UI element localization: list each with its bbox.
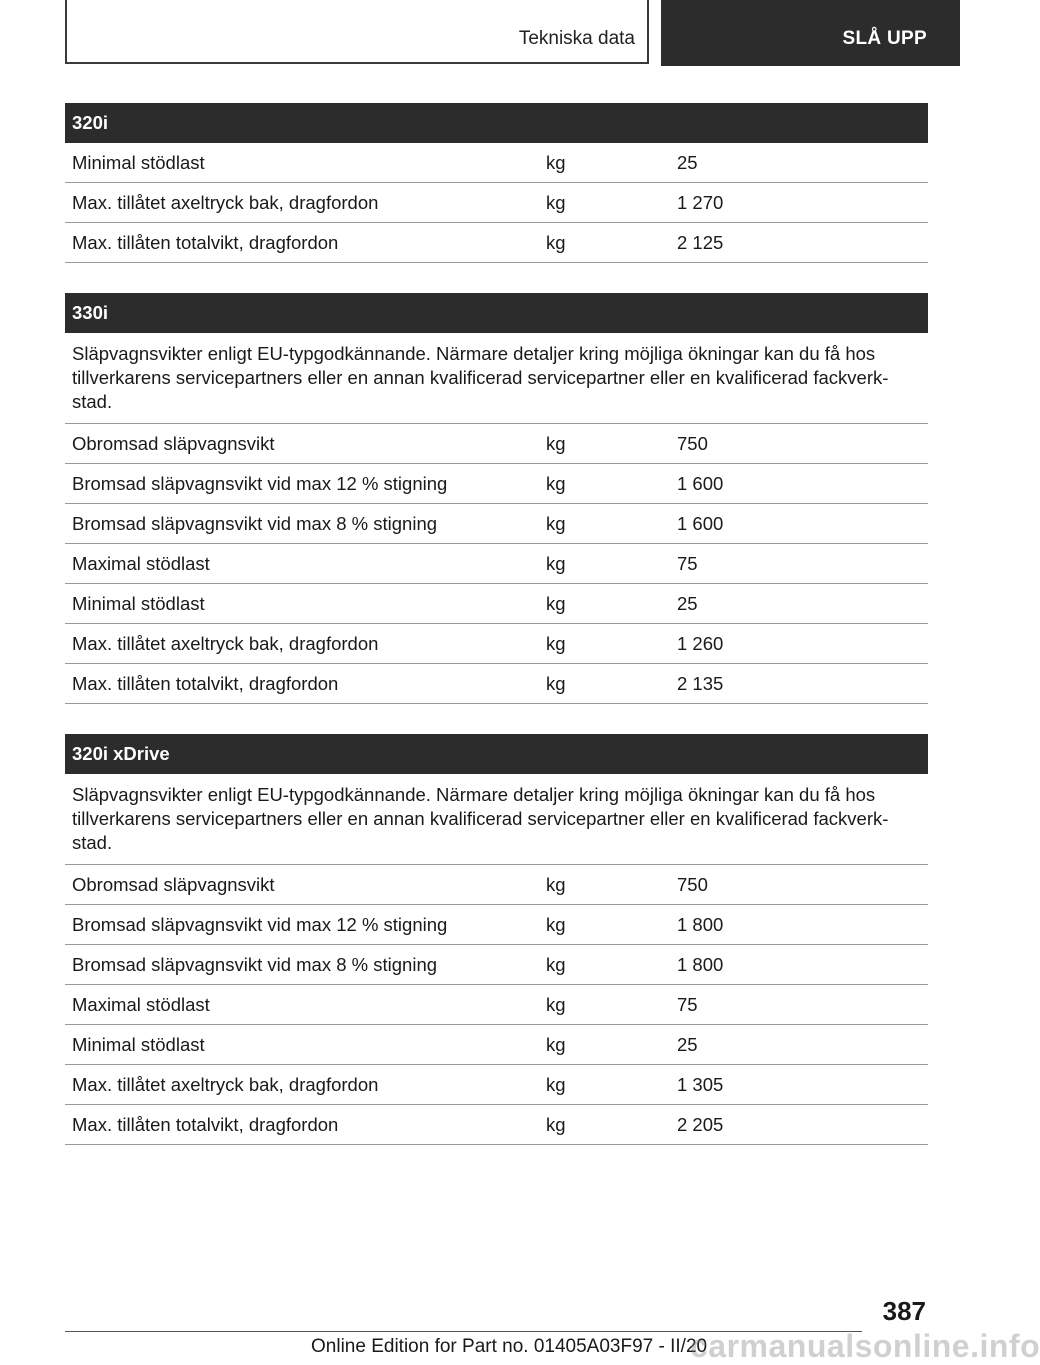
table-title: 330i	[65, 293, 928, 333]
row-label: Bromsad släpvagnsvikt vid max 8 % stigning	[72, 954, 438, 975]
row-unit: kg	[546, 593, 566, 614]
table-row	[65, 865, 928, 905]
table-row	[65, 464, 928, 504]
row-unit: kg	[546, 954, 566, 975]
table-row	[65, 1065, 928, 1105]
row-value: 750	[677, 874, 708, 895]
spec-table-320i	[65, 103, 928, 263]
spec-table-330i	[65, 293, 928, 704]
table-title: 320i	[65, 103, 928, 143]
row-label: Minimal stödlast	[72, 152, 205, 173]
look-up-tab[interactable]	[661, 0, 960, 66]
row-value: 1 270	[677, 192, 724, 213]
row-label: Max. tillåtet axeltryck bak, dragfordon	[72, 1074, 379, 1095]
table-row	[65, 223, 928, 263]
table-row	[65, 664, 928, 704]
table-row	[65, 143, 928, 183]
row-unit: kg	[546, 232, 566, 253]
row-unit: kg	[546, 1114, 566, 1135]
row-unit: kg	[546, 433, 566, 454]
row-unit: kg	[546, 192, 566, 213]
row-value: 1 260	[677, 633, 724, 654]
row-value: 1 800	[677, 954, 724, 975]
table-row	[65, 504, 928, 544]
row-label: Max. tillåten totalvikt, dragfordon	[72, 673, 339, 694]
table-row	[65, 985, 928, 1025]
row-unit: kg	[546, 914, 566, 935]
table-row	[65, 905, 928, 945]
spec-table-320i-xdrive	[65, 734, 928, 1145]
row-value: 2 205	[677, 1114, 724, 1135]
row-value: 1 600	[677, 473, 724, 494]
row-label: Obromsad släpvagnsvikt	[72, 433, 275, 454]
row-unit: kg	[546, 633, 566, 654]
table-row	[65, 584, 928, 624]
row-value: 25	[677, 1034, 698, 1055]
row-value: 25	[677, 593, 698, 614]
row-label: Bromsad släpvagnsvikt vid max 12 % stigning	[72, 914, 448, 935]
table-row	[65, 1105, 928, 1145]
row-label: Maximal stödlast	[72, 553, 210, 574]
row-label: Max. tillåtet axeltryck bak, dragfordon	[72, 633, 379, 654]
row-value: 75	[677, 994, 698, 1015]
row-unit: kg	[546, 513, 566, 534]
row-label: Bromsad släpvagnsvikt vid max 8 % stigning	[72, 513, 438, 534]
row-value: 25	[677, 152, 698, 173]
look-up-label[interactable]: SLÅ UPP	[842, 28, 927, 49]
row-label: Maximal stödlast	[72, 994, 210, 1015]
row-value: 75	[677, 553, 698, 574]
row-value: 2 135	[677, 673, 724, 694]
table-row	[65, 544, 928, 584]
row-unit: kg	[546, 1074, 566, 1095]
row-value: 1 305	[677, 1074, 724, 1095]
row-label: Minimal stödlast	[72, 593, 205, 614]
table-title: 320i xDrive	[65, 734, 928, 774]
row-unit: kg	[546, 994, 566, 1015]
table-row	[65, 945, 928, 985]
row-unit: kg	[546, 553, 566, 574]
row-label: Max. tillåtet axeltryck bak, dragfordon	[72, 192, 379, 213]
row-label: Max. tillåten totalvikt, dragfordon	[72, 1114, 339, 1135]
table-note: Släpvagnsvikter enligt EU-typgodkännande. Närmare detaljer kring möjliga ökningar kan du få hos tillverkarens servicepartners eller en annan kvalificerad servicepartner eller en kvalificerad fackverkstad.	[65, 774, 928, 865]
page-number: 387	[882, 1296, 926, 1326]
row-label: Max. tillåten totalvikt, dragfordon	[72, 232, 339, 253]
spec-content	[65, 103, 928, 1145]
row-value: 2 125	[677, 232, 724, 253]
row-unit: kg	[546, 1034, 566, 1055]
row-label: Obromsad släpvagnsvikt	[72, 874, 275, 895]
section-title: Tekniska data	[518, 28, 635, 49]
table-row	[65, 183, 928, 223]
row-value: 1 800	[677, 914, 724, 935]
watermark: carmanualsonline.info	[690, 1328, 1040, 1364]
table-row	[65, 424, 928, 464]
table-row	[65, 624, 928, 664]
row-label: Bromsad släpvagnsvikt vid max 12 % stigning	[72, 473, 448, 494]
table-row	[65, 1025, 928, 1065]
row-value: 750	[677, 433, 708, 454]
row-value: 1 600	[677, 513, 724, 534]
page-header	[0, 0, 960, 66]
footer-edition-text: Online Edition for Part no. 01405A03F97 - II/20	[311, 1336, 708, 1357]
row-unit: kg	[546, 473, 566, 494]
table-note: Släpvagnsvikter enligt EU-typgodkännande. Närmare detaljer kring möjliga ökningar kan du få hos tillverkarens servicepartners eller en annan kvalificerad servicepartner eller en kvalificerad fackverkstad.	[65, 333, 928, 424]
section-title-box	[65, 0, 649, 64]
row-label: Minimal stödlast	[72, 1034, 205, 1055]
row-unit: kg	[546, 673, 566, 694]
row-unit: kg	[546, 152, 566, 173]
row-unit: kg	[546, 874, 566, 895]
